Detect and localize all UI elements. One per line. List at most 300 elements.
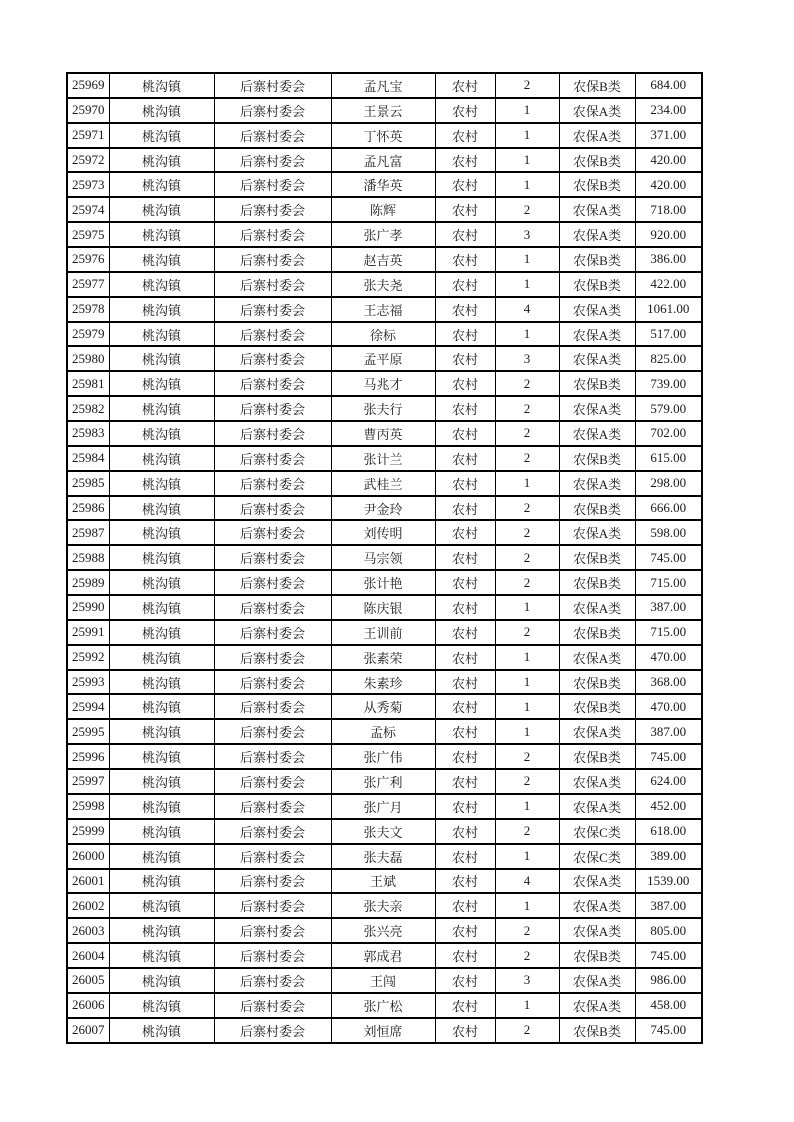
cell-person-count: 2 xyxy=(495,371,559,396)
table-row xyxy=(67,222,702,247)
cell-town: 桃沟镇 xyxy=(109,545,214,570)
cell-person-count: 2 xyxy=(495,943,559,968)
cell-person-count: 2 xyxy=(495,446,559,471)
cell-person-name: 张兴亮 xyxy=(331,918,435,943)
cell-person-name: 丁怀英 xyxy=(331,123,435,148)
cell-serial-number: 25980 xyxy=(67,346,109,371)
cell-insurance-category: 农保B类 xyxy=(559,1018,635,1043)
table-row xyxy=(67,346,702,371)
cell-town: 桃沟镇 xyxy=(109,371,214,396)
cell-insurance-category: 农保B类 xyxy=(559,172,635,197)
cell-insurance-category: 农保A类 xyxy=(559,98,635,123)
cell-village-committee: 后寨村委会 xyxy=(214,719,331,744)
cell-insurance-category: 农保B类 xyxy=(559,371,635,396)
cell-person-count: 1 xyxy=(495,719,559,744)
cell-village-committee: 后寨村委会 xyxy=(214,794,331,819)
cell-person-name: 武桂兰 xyxy=(331,471,435,496)
table-row xyxy=(67,545,702,570)
cell-village-committee: 后寨村委会 xyxy=(214,645,331,670)
table-row xyxy=(67,1018,702,1043)
table-row xyxy=(67,172,702,197)
cell-amount: 386.00 xyxy=(635,247,702,272)
table-row xyxy=(67,620,702,645)
cell-serial-number: 25994 xyxy=(67,694,109,719)
cell-village-committee: 后寨村委会 xyxy=(214,446,331,471)
cell-amount: 458.00 xyxy=(635,993,702,1018)
cell-household-type: 农村 xyxy=(435,993,495,1018)
table-row xyxy=(67,968,702,993)
cell-amount: 598.00 xyxy=(635,520,702,545)
cell-village-committee: 后寨村委会 xyxy=(214,496,331,521)
cell-town: 桃沟镇 xyxy=(109,73,214,98)
cell-person-count: 1 xyxy=(495,844,559,869)
cell-serial-number: 25989 xyxy=(67,570,109,595)
cell-serial-number: 25997 xyxy=(67,769,109,794)
cell-insurance-category: 农保A类 xyxy=(559,222,635,247)
cell-person-count: 1 xyxy=(495,247,559,272)
cell-town: 桃沟镇 xyxy=(109,744,214,769)
cell-serial-number: 25987 xyxy=(67,520,109,545)
cell-insurance-category: 农保A类 xyxy=(559,869,635,894)
cell-person-count: 4 xyxy=(495,297,559,322)
cell-amount: 452.00 xyxy=(635,794,702,819)
cell-amount: 805.00 xyxy=(635,918,702,943)
cell-town: 桃沟镇 xyxy=(109,496,214,521)
cell-serial-number: 25969 xyxy=(67,73,109,98)
cell-household-type: 农村 xyxy=(435,322,495,347)
cell-person-count: 1 xyxy=(495,893,559,918)
cell-household-type: 农村 xyxy=(435,272,495,297)
cell-person-count: 1 xyxy=(495,993,559,1018)
cell-serial-number: 26002 xyxy=(67,893,109,918)
cell-amount: 387.00 xyxy=(635,719,702,744)
cell-person-name: 尹金玲 xyxy=(331,496,435,521)
cell-person-name: 朱素珍 xyxy=(331,670,435,695)
cell-village-committee: 后寨村委会 xyxy=(214,371,331,396)
cell-serial-number: 25999 xyxy=(67,819,109,844)
cell-household-type: 农村 xyxy=(435,297,495,322)
cell-household-type: 农村 xyxy=(435,943,495,968)
cell-town: 桃沟镇 xyxy=(109,893,214,918)
cell-person-count: 2 xyxy=(495,620,559,645)
cell-person-count: 1 xyxy=(495,98,559,123)
cell-person-name: 张计艳 xyxy=(331,570,435,595)
cell-insurance-category: 农保C类 xyxy=(559,844,635,869)
cell-household-type: 农村 xyxy=(435,694,495,719)
cell-household-type: 农村 xyxy=(435,819,495,844)
cell-household-type: 农村 xyxy=(435,918,495,943)
cell-serial-number: 25975 xyxy=(67,222,109,247)
table-row xyxy=(67,247,702,272)
cell-insurance-category: 农保A类 xyxy=(559,719,635,744)
cell-person-name: 从秀菊 xyxy=(331,694,435,719)
cell-person-count: 1 xyxy=(495,694,559,719)
cell-person-count: 1 xyxy=(495,645,559,670)
cell-person-count: 2 xyxy=(495,918,559,943)
cell-serial-number: 25978 xyxy=(67,297,109,322)
cell-person-count: 2 xyxy=(495,769,559,794)
cell-household-type: 农村 xyxy=(435,471,495,496)
table-row xyxy=(67,446,702,471)
table-row xyxy=(67,869,702,894)
cell-insurance-category: 农保A类 xyxy=(559,346,635,371)
cell-serial-number: 25982 xyxy=(67,396,109,421)
cell-amount: 234.00 xyxy=(635,98,702,123)
cell-town: 桃沟镇 xyxy=(109,297,214,322)
table-row xyxy=(67,570,702,595)
table-row xyxy=(67,694,702,719)
cell-person-name: 孟平原 xyxy=(331,346,435,371)
cell-amount: 684.00 xyxy=(635,73,702,98)
cell-person-name: 张广孝 xyxy=(331,222,435,247)
cell-person-name: 张计兰 xyxy=(331,446,435,471)
table-row xyxy=(67,73,702,98)
cell-serial-number: 25990 xyxy=(67,595,109,620)
cell-insurance-category: 农保A类 xyxy=(559,993,635,1018)
cell-amount: 715.00 xyxy=(635,570,702,595)
cell-village-committee: 后寨村委会 xyxy=(214,1018,331,1043)
cell-amount: 825.00 xyxy=(635,346,702,371)
cell-amount: 745.00 xyxy=(635,943,702,968)
cell-serial-number: 26005 xyxy=(67,968,109,993)
table-row xyxy=(67,197,702,222)
cell-insurance-category: 农保C类 xyxy=(559,819,635,844)
cell-serial-number: 25995 xyxy=(67,719,109,744)
table-row xyxy=(67,943,702,968)
cell-amount: 420.00 xyxy=(635,148,702,173)
cell-village-committee: 后寨村委会 xyxy=(214,197,331,222)
cell-town: 桃沟镇 xyxy=(109,968,214,993)
cell-village-committee: 后寨村委会 xyxy=(214,222,331,247)
cell-household-type: 农村 xyxy=(435,670,495,695)
cell-household-type: 农村 xyxy=(435,968,495,993)
cell-insurance-category: 农保A类 xyxy=(559,197,635,222)
cell-person-count: 3 xyxy=(495,968,559,993)
cell-amount: 986.00 xyxy=(635,968,702,993)
cell-household-type: 农村 xyxy=(435,371,495,396)
cell-town: 桃沟镇 xyxy=(109,1018,214,1043)
cell-village-committee: 后寨村委会 xyxy=(214,396,331,421)
cell-town: 桃沟镇 xyxy=(109,197,214,222)
cell-amount: 745.00 xyxy=(635,744,702,769)
cell-person-count: 1 xyxy=(495,272,559,297)
cell-person-count: 1 xyxy=(495,172,559,197)
cell-insurance-category: 农保B类 xyxy=(559,620,635,645)
cell-amount: 739.00 xyxy=(635,371,702,396)
cell-serial-number: 25976 xyxy=(67,247,109,272)
cell-town: 桃沟镇 xyxy=(109,595,214,620)
cell-person-count: 2 xyxy=(495,73,559,98)
cell-town: 桃沟镇 xyxy=(109,322,214,347)
cell-town: 桃沟镇 xyxy=(109,346,214,371)
cell-village-committee: 后寨村委会 xyxy=(214,123,331,148)
cell-person-name: 陈庆银 xyxy=(331,595,435,620)
cell-household-type: 农村 xyxy=(435,595,495,620)
cell-insurance-category: 农保B类 xyxy=(559,545,635,570)
cell-person-name: 孟凡富 xyxy=(331,148,435,173)
table-row xyxy=(67,421,702,446)
cell-person-name: 孟标 xyxy=(331,719,435,744)
table-row xyxy=(67,844,702,869)
cell-serial-number: 25970 xyxy=(67,98,109,123)
cell-village-committee: 后寨村委会 xyxy=(214,322,331,347)
cell-insurance-category: 农保B类 xyxy=(559,446,635,471)
cell-town: 桃沟镇 xyxy=(109,247,214,272)
cell-town: 桃沟镇 xyxy=(109,719,214,744)
cell-town: 桃沟镇 xyxy=(109,172,214,197)
cell-amount: 618.00 xyxy=(635,819,702,844)
cell-household-type: 农村 xyxy=(435,197,495,222)
cell-village-committee: 后寨村委会 xyxy=(214,545,331,570)
cell-amount: 389.00 xyxy=(635,844,702,869)
cell-serial-number: 25974 xyxy=(67,197,109,222)
cell-amount: 615.00 xyxy=(635,446,702,471)
cell-insurance-category: 农保A类 xyxy=(559,595,635,620)
table-row xyxy=(67,496,702,521)
cell-town: 桃沟镇 xyxy=(109,918,214,943)
cell-town: 桃沟镇 xyxy=(109,98,214,123)
cell-insurance-category: 农保B类 xyxy=(559,694,635,719)
cell-household-type: 农村 xyxy=(435,869,495,894)
table-row xyxy=(67,98,702,123)
cell-person-name: 王景云 xyxy=(331,98,435,123)
cell-person-name: 刘恒席 xyxy=(331,1018,435,1043)
table-row xyxy=(67,297,702,322)
cell-person-count: 2 xyxy=(495,520,559,545)
cell-person-name: 潘华英 xyxy=(331,172,435,197)
cell-serial-number: 26004 xyxy=(67,943,109,968)
cell-amount: 470.00 xyxy=(635,694,702,719)
cell-person-name: 张广月 xyxy=(331,794,435,819)
cell-village-committee: 后寨村委会 xyxy=(214,421,331,446)
cell-serial-number: 25977 xyxy=(67,272,109,297)
cell-town: 桃沟镇 xyxy=(109,819,214,844)
cell-person-name: 张广利 xyxy=(331,769,435,794)
cell-household-type: 农村 xyxy=(435,744,495,769)
cell-person-name: 赵吉英 xyxy=(331,247,435,272)
cell-person-name: 张夫磊 xyxy=(331,844,435,869)
cell-amount: 745.00 xyxy=(635,545,702,570)
table-row xyxy=(67,371,702,396)
cell-village-committee: 后寨村委会 xyxy=(214,520,331,545)
cell-household-type: 农村 xyxy=(435,645,495,670)
cell-insurance-category: 农保A类 xyxy=(559,471,635,496)
cell-person-count: 1 xyxy=(495,471,559,496)
cell-insurance-category: 农保B类 xyxy=(559,570,635,595)
cell-household-type: 农村 xyxy=(435,794,495,819)
cell-village-committee: 后寨村委会 xyxy=(214,869,331,894)
table-row xyxy=(67,794,702,819)
cell-person-count: 1 xyxy=(495,148,559,173)
cell-household-type: 农村 xyxy=(435,346,495,371)
cell-insurance-category: 农保B类 xyxy=(559,670,635,695)
cell-village-committee: 后寨村委会 xyxy=(214,993,331,1018)
cell-town: 桃沟镇 xyxy=(109,869,214,894)
cell-village-committee: 后寨村委会 xyxy=(214,694,331,719)
cell-village-committee: 后寨村委会 xyxy=(214,769,331,794)
cell-amount: 579.00 xyxy=(635,396,702,421)
cell-serial-number: 26006 xyxy=(67,993,109,1018)
cell-village-committee: 后寨村委会 xyxy=(214,247,331,272)
table-row xyxy=(67,645,702,670)
cell-insurance-category: 农保A类 xyxy=(559,322,635,347)
cell-insurance-category: 农保A类 xyxy=(559,520,635,545)
cell-person-name: 张广伟 xyxy=(331,744,435,769)
cell-amount: 1061.00 xyxy=(635,297,702,322)
cell-village-committee: 后寨村委会 xyxy=(214,148,331,173)
cell-person-name: 陈辉 xyxy=(331,197,435,222)
cell-insurance-category: 农保A类 xyxy=(559,645,635,670)
cell-serial-number: 26007 xyxy=(67,1018,109,1043)
cell-serial-number: 25992 xyxy=(67,645,109,670)
table-row xyxy=(67,148,702,173)
cell-person-count: 2 xyxy=(495,744,559,769)
cell-amount: 422.00 xyxy=(635,272,702,297)
cell-household-type: 农村 xyxy=(435,719,495,744)
cell-person-name: 孟凡宝 xyxy=(331,73,435,98)
cell-village-committee: 后寨村委会 xyxy=(214,172,331,197)
cell-household-type: 农村 xyxy=(435,247,495,272)
cell-household-type: 农村 xyxy=(435,172,495,197)
cell-amount: 920.00 xyxy=(635,222,702,247)
cell-household-type: 农村 xyxy=(435,123,495,148)
cell-town: 桃沟镇 xyxy=(109,471,214,496)
cell-household-type: 农村 xyxy=(435,396,495,421)
cell-serial-number: 25985 xyxy=(67,471,109,496)
table-row xyxy=(67,471,702,496)
cell-household-type: 农村 xyxy=(435,222,495,247)
cell-person-name: 曹丙英 xyxy=(331,421,435,446)
cell-household-type: 农村 xyxy=(435,446,495,471)
cell-town: 桃沟镇 xyxy=(109,694,214,719)
cell-person-count: 2 xyxy=(495,421,559,446)
cell-person-name: 张夫行 xyxy=(331,396,435,421)
table-row xyxy=(67,819,702,844)
table-row xyxy=(67,670,702,695)
cell-person-count: 2 xyxy=(495,570,559,595)
cell-person-count: 3 xyxy=(495,346,559,371)
cell-town: 桃沟镇 xyxy=(109,670,214,695)
cell-person-name: 张夫尧 xyxy=(331,272,435,297)
cell-serial-number: 25971 xyxy=(67,123,109,148)
cell-amount: 702.00 xyxy=(635,421,702,446)
cell-person-count: 4 xyxy=(495,869,559,894)
cell-town: 桃沟镇 xyxy=(109,123,214,148)
cell-amount: 470.00 xyxy=(635,645,702,670)
cell-household-type: 农村 xyxy=(435,893,495,918)
cell-village-committee: 后寨村委会 xyxy=(214,73,331,98)
cell-amount: 517.00 xyxy=(635,322,702,347)
cell-town: 桃沟镇 xyxy=(109,620,214,645)
cell-amount: 718.00 xyxy=(635,197,702,222)
cell-insurance-category: 农保A类 xyxy=(559,421,635,446)
cell-amount: 387.00 xyxy=(635,893,702,918)
cell-household-type: 农村 xyxy=(435,148,495,173)
cell-amount: 371.00 xyxy=(635,123,702,148)
cell-insurance-category: 农保B类 xyxy=(559,272,635,297)
cell-serial-number: 25972 xyxy=(67,148,109,173)
table-row xyxy=(67,123,702,148)
cell-amount: 1539.00 xyxy=(635,869,702,894)
cell-insurance-category: 农保B类 xyxy=(559,744,635,769)
cell-serial-number: 26000 xyxy=(67,844,109,869)
cell-town: 桃沟镇 xyxy=(109,272,214,297)
cell-town: 桃沟镇 xyxy=(109,446,214,471)
cell-household-type: 农村 xyxy=(435,620,495,645)
cell-village-committee: 后寨村委会 xyxy=(214,943,331,968)
table-row xyxy=(67,719,702,744)
cell-town: 桃沟镇 xyxy=(109,993,214,1018)
payment-table-body xyxy=(67,73,702,1043)
cell-person-name: 马兆才 xyxy=(331,371,435,396)
cell-serial-number: 25981 xyxy=(67,371,109,396)
table-row xyxy=(67,893,702,918)
table-row xyxy=(67,993,702,1018)
cell-serial-number: 25988 xyxy=(67,545,109,570)
cell-person-name: 张素荣 xyxy=(331,645,435,670)
cell-household-type: 农村 xyxy=(435,545,495,570)
cell-insurance-category: 农保A类 xyxy=(559,297,635,322)
cell-person-name: 张广松 xyxy=(331,993,435,1018)
cell-amount: 387.00 xyxy=(635,595,702,620)
cell-insurance-category: 农保A类 xyxy=(559,968,635,993)
cell-person-name: 张夫文 xyxy=(331,819,435,844)
payment-table xyxy=(66,72,703,1044)
cell-amount: 368.00 xyxy=(635,670,702,695)
cell-village-committee: 后寨村委会 xyxy=(214,98,331,123)
cell-household-type: 农村 xyxy=(435,98,495,123)
cell-insurance-category: 农保A类 xyxy=(559,123,635,148)
cell-village-committee: 后寨村委会 xyxy=(214,346,331,371)
cell-person-count: 1 xyxy=(495,595,559,620)
table-row xyxy=(67,322,702,347)
cell-person-count: 2 xyxy=(495,396,559,421)
cell-person-count: 2 xyxy=(495,545,559,570)
cell-person-name: 徐标 xyxy=(331,322,435,347)
cell-town: 桃沟镇 xyxy=(109,844,214,869)
cell-household-type: 农村 xyxy=(435,844,495,869)
cell-person-count: 1 xyxy=(495,794,559,819)
cell-village-committee: 后寨村委会 xyxy=(214,670,331,695)
cell-village-committee: 后寨村委会 xyxy=(214,893,331,918)
cell-insurance-category: 农保B类 xyxy=(559,148,635,173)
cell-village-committee: 后寨村委会 xyxy=(214,272,331,297)
cell-insurance-category: 农保A类 xyxy=(559,893,635,918)
cell-town: 桃沟镇 xyxy=(109,769,214,794)
cell-village-committee: 后寨村委会 xyxy=(214,297,331,322)
cell-person-count: 1 xyxy=(495,322,559,347)
cell-town: 桃沟镇 xyxy=(109,570,214,595)
cell-amount: 624.00 xyxy=(635,769,702,794)
cell-serial-number: 25973 xyxy=(67,172,109,197)
cell-serial-number: 25998 xyxy=(67,794,109,819)
cell-town: 桃沟镇 xyxy=(109,148,214,173)
cell-amount: 715.00 xyxy=(635,620,702,645)
cell-person-name: 刘传明 xyxy=(331,520,435,545)
cell-person-count: 1 xyxy=(495,670,559,695)
cell-village-committee: 后寨村委会 xyxy=(214,918,331,943)
cell-serial-number: 25996 xyxy=(67,744,109,769)
cell-village-committee: 后寨村委会 xyxy=(214,471,331,496)
cell-serial-number: 25979 xyxy=(67,322,109,347)
cell-person-count: 3 xyxy=(495,222,559,247)
cell-insurance-category: 农保A类 xyxy=(559,769,635,794)
cell-town: 桃沟镇 xyxy=(109,520,214,545)
cell-village-committee: 后寨村委会 xyxy=(214,595,331,620)
cell-person-name: 王训前 xyxy=(331,620,435,645)
cell-insurance-category: 农保B类 xyxy=(559,247,635,272)
cell-village-committee: 后寨村委会 xyxy=(214,844,331,869)
